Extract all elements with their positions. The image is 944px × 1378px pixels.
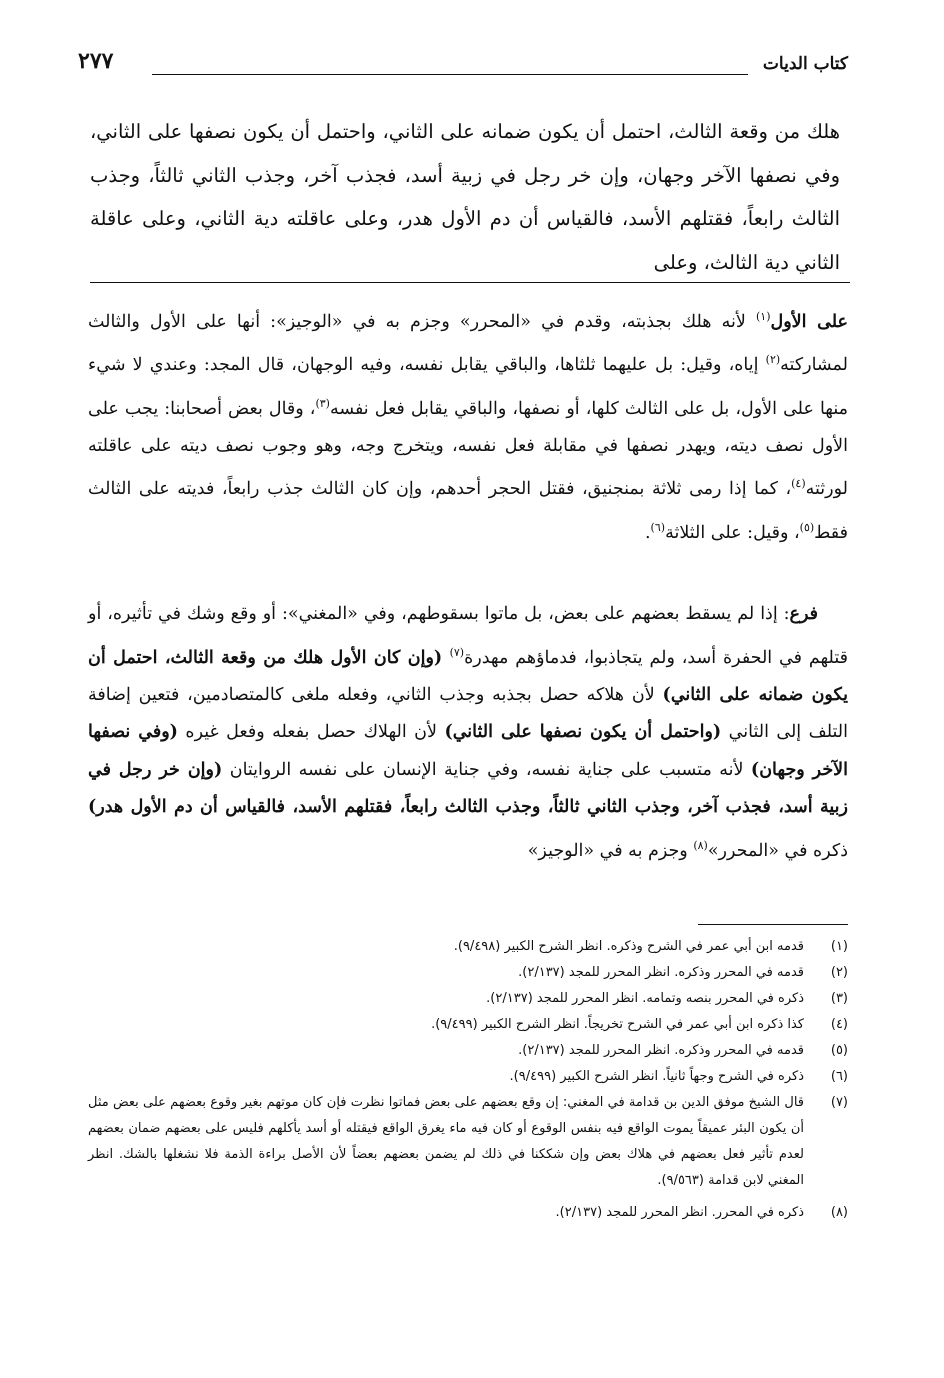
- quoted-matn: (واحتمل أن يكون نصفها على الثاني): [444, 722, 722, 743]
- commentary-text: لأن الهلاك حصل بفعله وفعل غيره: [177, 722, 445, 743]
- footnote-separator: [698, 924, 848, 925]
- header-rule: [152, 74, 748, 75]
- quoted-matn: (وإن كان الأول هلك من وقعة الثالث، احتمل أن يكون ضمانه على الثاني): [88, 647, 848, 705]
- footnote-number: (١): [830, 939, 848, 954]
- commentary-text: وجزم به في «الوجيز»: [527, 840, 694, 861]
- lead-bold-phrase: على الأول: [770, 311, 848, 332]
- footnote-item: [88, 1038, 848, 1064]
- footnote-number: (٤): [830, 1017, 848, 1032]
- commentary-text: ، كما إذا رمى ثلاثة بمنجنيق، فقتل الحجر أحدهم، وإن كان الثالث جذب رابعاً، فديته على الثالث فقط: [88, 479, 848, 543]
- quoted-matn: (وفي نصفها الآخر وجهان): [88, 722, 848, 780]
- footnote-item: [88, 960, 848, 986]
- commentary-text: .: [644, 522, 651, 543]
- commentary-text: إياه، وقيل: بل عليهما ثلثاها، والباقي يقابل نفسه، وفيه الوجهان، قال المجد: وعندي لا شيء منها على الأول، بل على الثالث كلها، أو نصفها، والباقي يقابل فعل نفسه: [88, 355, 848, 419]
- footnote-ref-7[interactable]: (٧): [449, 645, 465, 659]
- footnote-text: ذكره في الشرح وجهاً ثانياً. انظر الشرح الكبير (٩/٤٩٩).: [509, 1069, 804, 1084]
- footnote-ref-4[interactable]: (٤): [791, 477, 806, 491]
- far-label: فرع: [789, 604, 818, 624]
- commentary-block-2: [88, 596, 848, 870]
- main-paragraph: هلك من وقعة الثالث، احتمل أن يكون ضمانه على الثاني، واحتمل أن يكون نصفها على الثاني، وفي نصفها الآخر وجهان، وإن خر رجل في زبية أسد، فجذب آخر، وجذب الثاني ثالثاً، وجذب الثالث رابعاً، فقتلهم الأسد، فالقياس أن دم الأول هدر، وعلى عاقلته دية الثاني، وعلى عاقلة الثاني دية الثالث، وعلى: [90, 120, 840, 274]
- footnote-ref-3[interactable]: (٣): [315, 396, 330, 410]
- footnote-item: [88, 1200, 848, 1226]
- footnote-ref-8[interactable]: (٨): [693, 838, 708, 852]
- footnote-number: (٦): [830, 1069, 848, 1084]
- footnote-number: (٨): [830, 1205, 848, 1220]
- book-title: كتاب الديات: [762, 54, 848, 74]
- main-text-separator: [90, 282, 850, 283]
- footnote-text: قدمه في المحرر وذكره. انظر المحرر للمجد (٢/١٣٧).: [518, 965, 804, 980]
- page-header: [78, 42, 848, 82]
- commentary-text: ، وقيل: على الثلاثة: [665, 522, 800, 543]
- commentary-text: لأنه هلك بجذبته، وقدم في «المحرر» وجزم به في «الوجيز»: أنها على الأول والثالث لمشاركته: [88, 311, 848, 376]
- footnote-number: (٧): [830, 1095, 848, 1110]
- footnotes-list: [88, 934, 848, 1226]
- footnote-text: قال الشيخ موفق الدين بن قدامة في المغني: إن وقع بعضهم على بعض فماتوا نظرت فإن كان موتهم بغير وقوع بعضهم على بعض مثل أن يكون البئر عميقاً يموت الواقع فيه بنفس الوقوع أو كان فيه ماء يغرق الواقع فيقتله أو أسد يأكلهم فليس على بعضهم ضمان بعضهم لعدم تأثير فعل بعضهم في هلاك بعض وإن شككنا في ذلك لم يضمن بعضهم بعضاً لأن الأصل براءة الذمة فلا نشغلها بالشك. انظر المغني لابن قدامة (٩/٥٦٣).: [88, 1095, 804, 1188]
- footnote-number: (٥): [830, 1043, 848, 1058]
- commentary-text: لأنه متسبب على جناية نفسه، وفي جناية الإنسان على نفسه الروايتان: [222, 759, 751, 780]
- commentary-text: لأن هلاكه حصل بجذبه وجذب الثاني، وفعله ملغى كالمتصادمين، فتعين إضافة التلف إلى الثاني: [88, 684, 848, 743]
- commentary-paragraph-2: [88, 596, 848, 870]
- commentary-paragraph-1: [88, 298, 848, 552]
- footnote-item: [88, 1090, 848, 1194]
- footnote-item: [88, 1012, 848, 1038]
- footnote-text: كذا ذكره ابن أبي عمر في الشرح تخريجاً. انظر الشرح الكبير (٩/٤٩٩).: [431, 1017, 804, 1032]
- footnote-number: (٢): [830, 965, 848, 980]
- page-number: ٢٧٧: [78, 48, 114, 74]
- footnote-text: ذكره في المحرر بنصه وتمامه. انظر المحرر للمجد (٢/١٣٧).: [486, 991, 804, 1006]
- footnote-ref-5[interactable]: (٥): [799, 520, 815, 534]
- footnote-ref-2[interactable]: (٢): [765, 353, 781, 367]
- footnote-ref-1[interactable]: (١): [756, 310, 771, 323]
- footnote-ref-6[interactable]: (٦): [650, 520, 666, 534]
- commentary-text: ذكره في «المحرر»: [707, 840, 848, 861]
- quoted-matn: (وإن خر رجل في زبية أسد، فجذب آخر، وجذب الثاني ثالثاً، وجذب الثالث رابعاً، فقتلهم الأسد، فالقياس أن دم الأول هدر): [88, 759, 848, 818]
- footnote-item: [88, 986, 848, 1012]
- footnote-number: (٣): [830, 991, 848, 1006]
- commentary-text: ، وقال بعض أصحابنا: يجب على الأول نصف ديته، ويهدر نصفها في مقابلة فعل نفسه، ويتخرج وجه، وهو وجوب نصف ديته على عاقلته لورثته: [88, 398, 848, 500]
- footnote-item: [88, 934, 848, 960]
- footnote-text: قدمه في المحرر وذكره. انظر المحرر للمجد (٢/١٣٧).: [518, 1043, 804, 1058]
- footnote-text: ذكره في المحرر. انظر المحرر للمجد (٢/١٣٧).: [555, 1205, 804, 1220]
- main-text-block: [90, 110, 840, 284]
- commentary-text: : إذا لم يسقط بعضهم على بعض، بل ماتوا بسقوطهم، وفي «المغني»: أو وقع وشك في تأثيره، أو قتلهم في الحفرة أسد، ولم يتجاذبوا، فدماؤهم مهدرة: [88, 604, 848, 668]
- footnote-item: [88, 1064, 848, 1090]
- commentary-block-1: [88, 298, 848, 552]
- footnote-text: قدمه ابن أبي عمر في الشرح وذكره. انظر الشرح الكبير (٩/٤٩٨).: [453, 939, 804, 954]
